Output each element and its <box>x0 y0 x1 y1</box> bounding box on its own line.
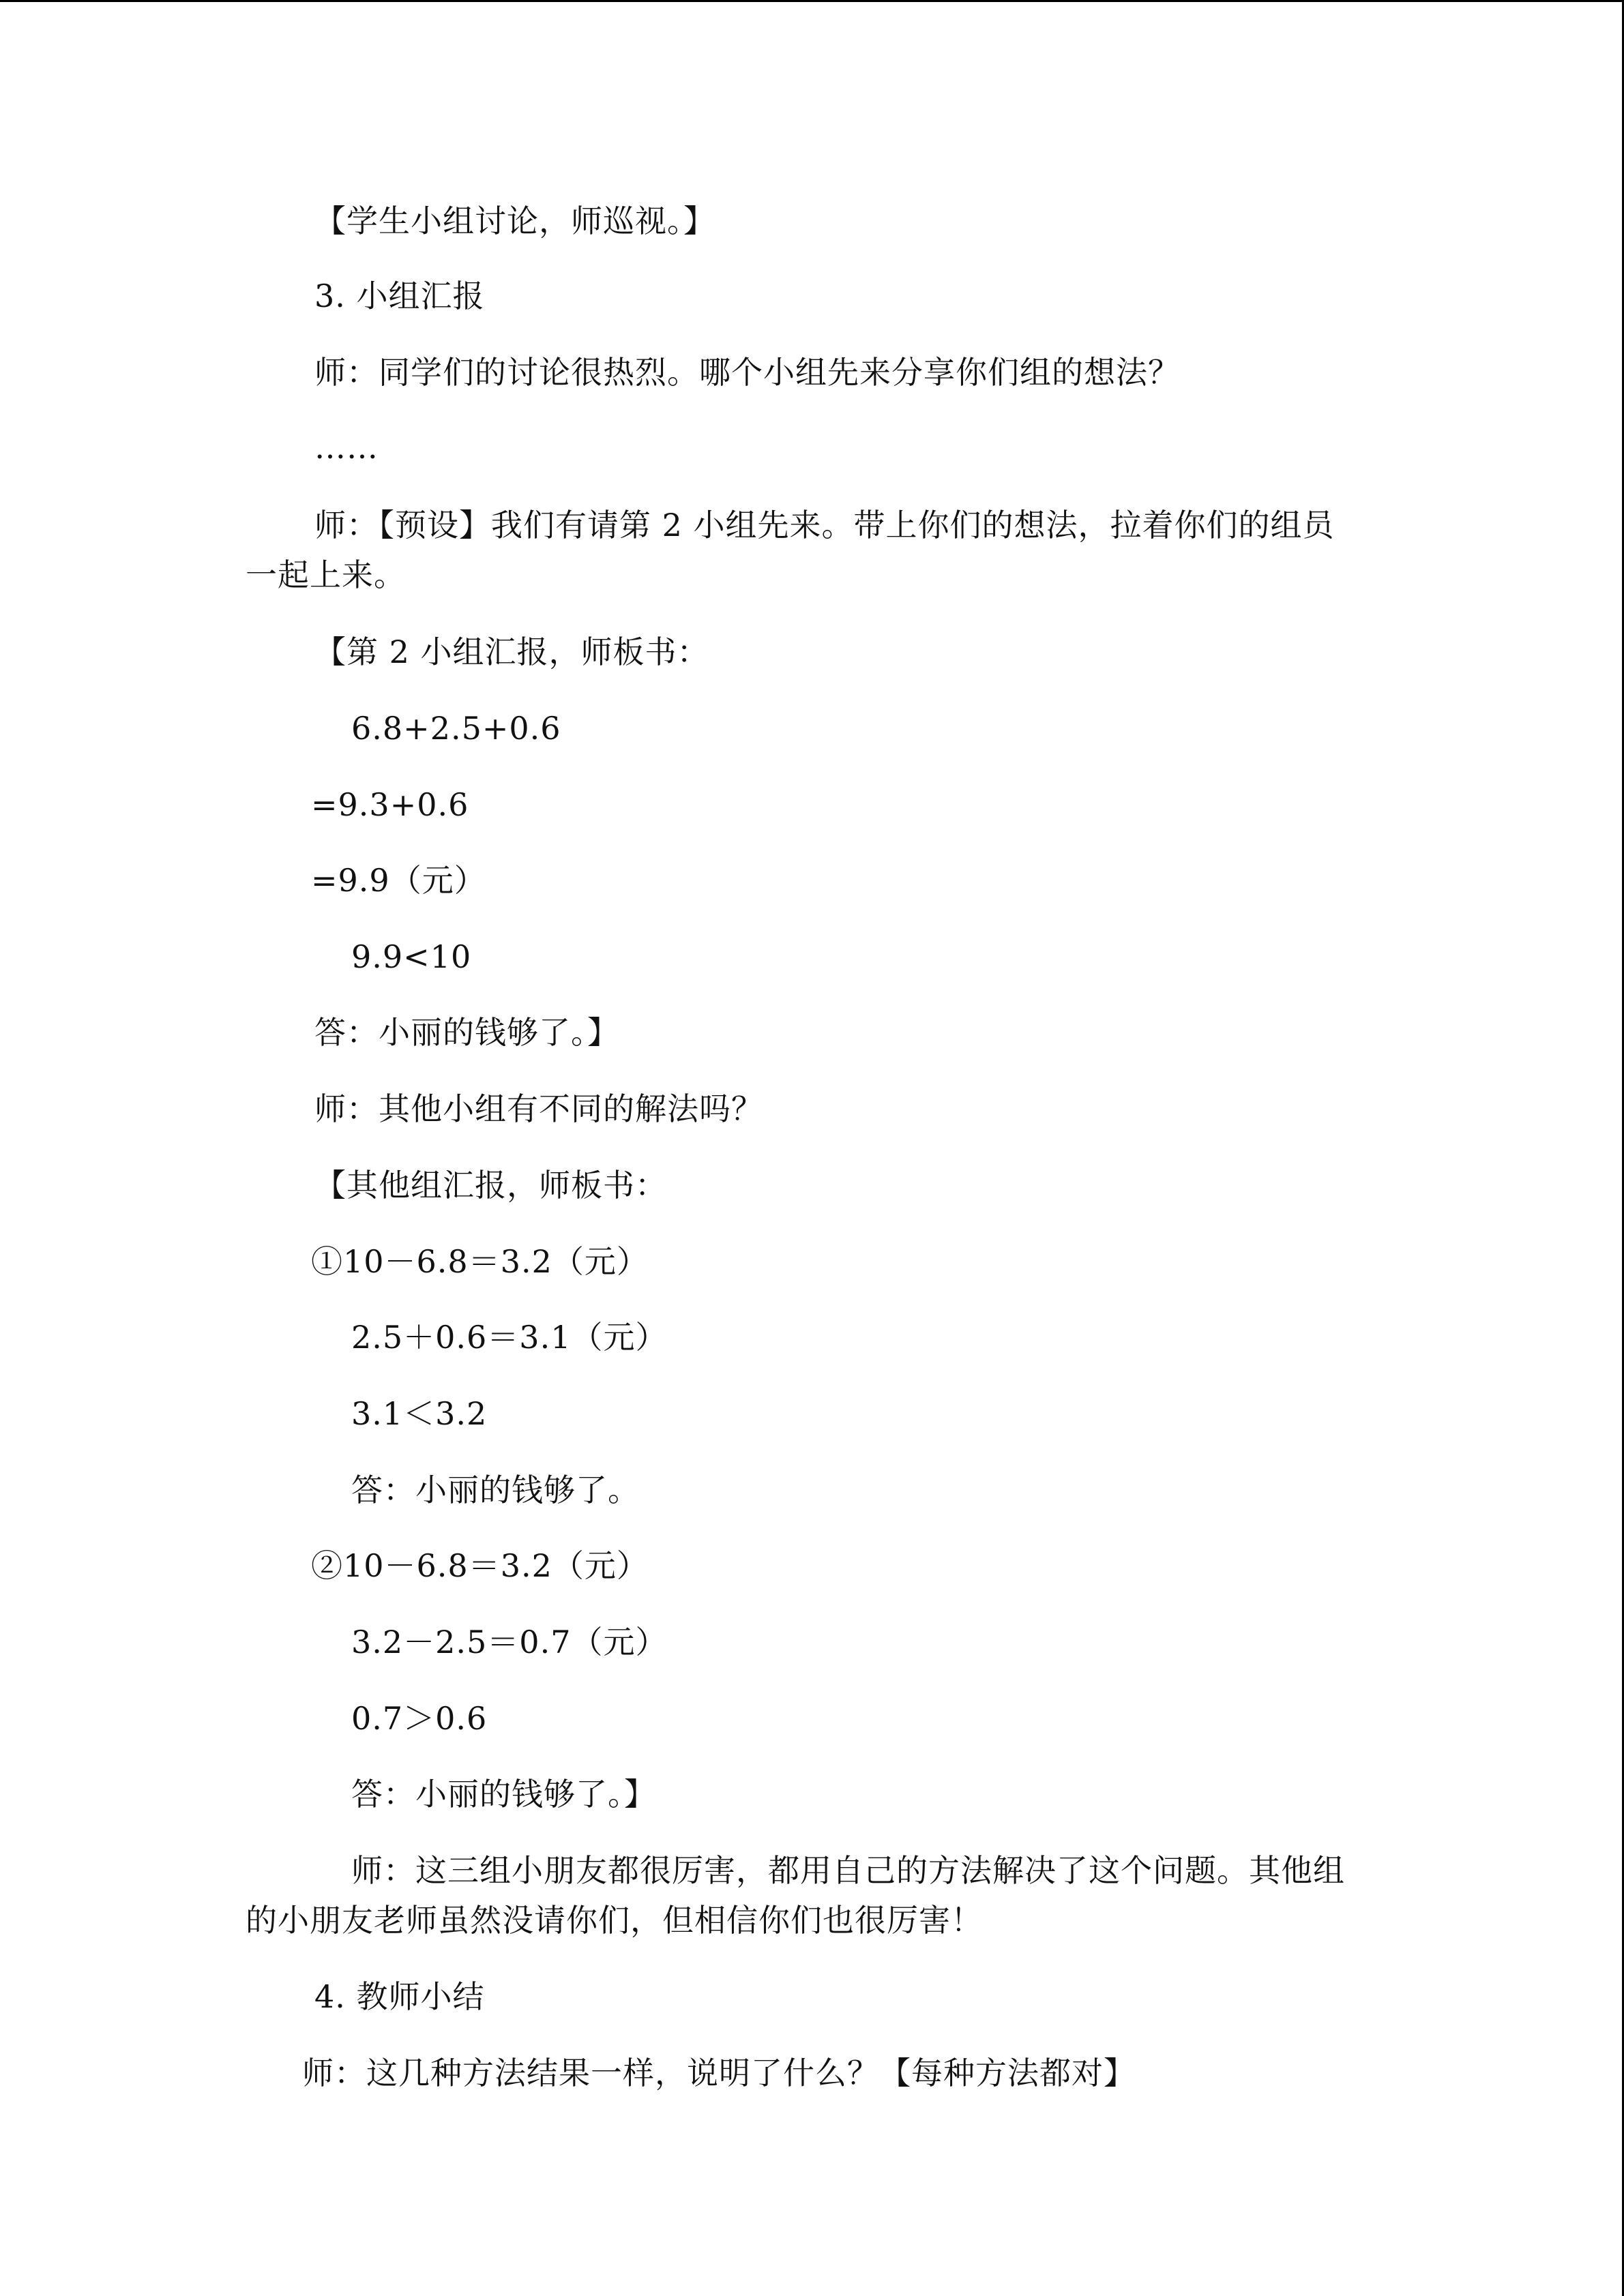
math-expression: ②10－6.8＝3.2（元） <box>311 1547 649 1584</box>
section-heading-summary: 4. 教师小结 <box>314 1978 485 2015</box>
math-expression: =9.3+0.6 <box>311 786 469 823</box>
math-expression: 9.9<10 <box>351 938 472 975</box>
teacher-line-continued: 的小朋友老师虽然没请你们，但相信你们也很厉害！ <box>246 1902 983 1939</box>
teacher-line: 师：这三组小朋友都很厉害，都用自己的方法解决了这个问题。其他组 <box>351 1852 1345 1889</box>
ellipsis: …… <box>314 429 379 466</box>
teacher-line: 师：【预设】我们有请第 2 小组先来。带上你们的想法，拉着你们的组员 <box>314 507 1335 543</box>
stage-direction-group2: 【第 2 小组汇报，师板书： <box>314 633 709 670</box>
math-expression: 6.8+2.5+0.6 <box>351 710 561 747</box>
teacher-line-continued: 一起上来。 <box>246 556 406 593</box>
answer-line: 答：小丽的钱够了。】 <box>351 1776 656 1813</box>
stage-direction-other-groups: 【其他组汇报，师板书： <box>314 1167 667 1204</box>
math-expression: 3.2－2.5＝0.7（元） <box>351 1624 668 1660</box>
math-expression: 3.1＜3.2 <box>351 1395 488 1432</box>
math-expression: ①10－6.8＝3.2（元） <box>311 1243 649 1280</box>
math-expression: =9.9（元） <box>311 862 486 899</box>
math-expression: 2.5＋0.6＝3.1（元） <box>351 1319 668 1356</box>
stage-direction-discussion: 【学生小组讨论，师巡视。】 <box>314 203 715 239</box>
math-expression: 0.7＞0.6 <box>351 1700 488 1737</box>
teacher-line: 师：其他小组有不同的解法吗？ <box>314 1090 763 1127</box>
teacher-line: 师：这几种方法结果一样，说明了什么？【每种方法都对】 <box>302 2055 1136 2091</box>
answer-line: 答：小丽的钱够了。 <box>351 1472 640 1508</box>
section-heading-group-report: 3. 小组汇报 <box>314 278 485 314</box>
teacher-line: 师：同学们的讨论很热烈。哪个小组先来分享你们组的想法？ <box>314 354 1180 391</box>
answer-line: 答：小丽的钱够了。】 <box>314 1014 619 1051</box>
page-top-border <box>0 0 1624 2</box>
